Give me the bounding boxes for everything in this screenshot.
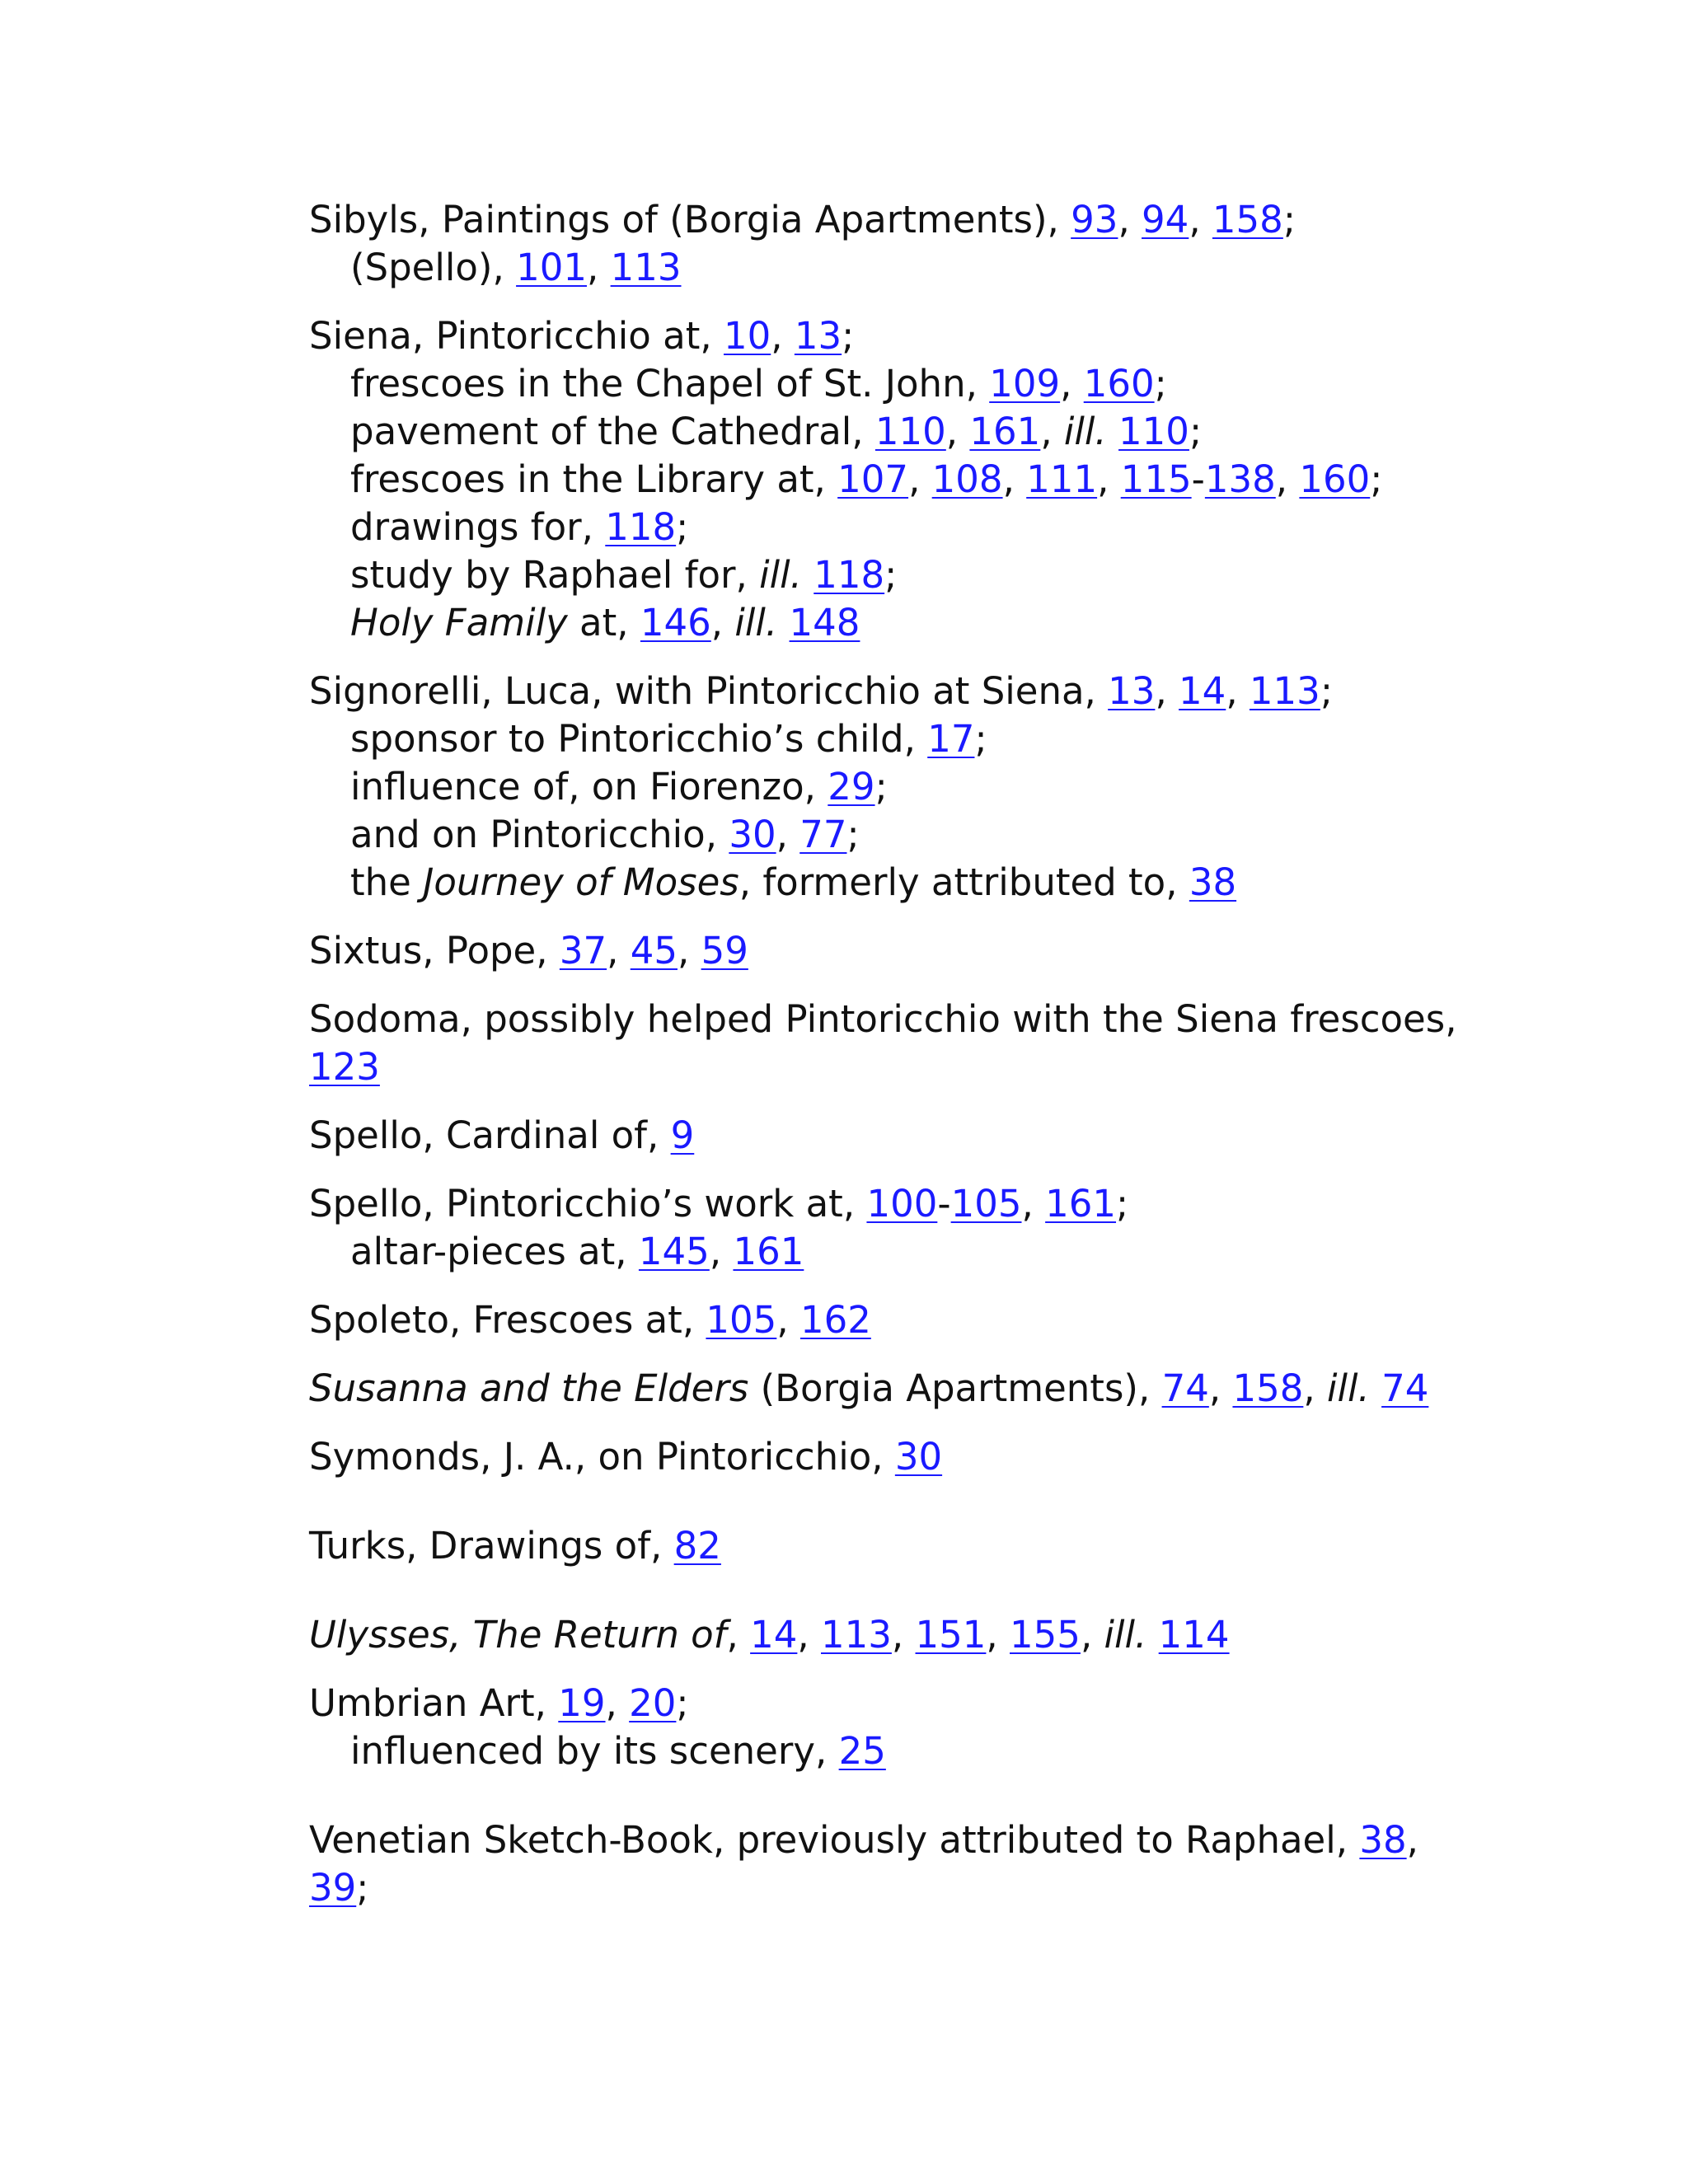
entry-text: at, — [567, 601, 640, 644]
page-link[interactable]: 158 — [1212, 198, 1283, 241]
page-link[interactable]: 145 — [638, 1230, 710, 1273]
entry-text: , — [710, 601, 735, 644]
entry-text: , — [776, 1298, 800, 1342]
page-link[interactable]: 111 — [1026, 457, 1098, 501]
page-link[interactable]: 160 — [1083, 362, 1155, 405]
entry-text: , formerly attributed to, — [738, 860, 1189, 904]
entry-heading-line — [309, 1433, 1463, 1481]
page-link[interactable]: 115 — [1120, 457, 1192, 501]
entry-text: , — [771, 314, 795, 358]
page-link[interactable]: 20 — [629, 1681, 677, 1725]
entry-subentry-line — [309, 408, 1463, 456]
entry-text: Symonds, J. A., on Pintoricchio, — [309, 1435, 895, 1479]
page-link[interactable]: 29 — [828, 765, 875, 808]
page-link[interactable]: 162 — [799, 1298, 871, 1342]
page-link[interactable]: 113 — [610, 246, 682, 289]
entry-text: Umbrian Art, — [309, 1681, 559, 1725]
entry-text: and on Pintoricchio, — [350, 813, 729, 856]
entry-text: , — [776, 813, 800, 856]
entry-text: , — [605, 1681, 630, 1725]
page-link[interactable]: 113 — [821, 1613, 892, 1657]
page-link[interactable]: 13 — [794, 314, 842, 358]
entry-text: ; — [676, 505, 689, 549]
page-link[interactable]: 74 — [1381, 1366, 1429, 1410]
italic-text: ill. — [1326, 1366, 1370, 1410]
entry-heading-line — [309, 1296, 1463, 1344]
entry-heading-line — [309, 196, 1463, 244]
entry-text: Turks, Drawings of, — [309, 1524, 674, 1568]
page-link[interactable]: 108 — [931, 457, 1003, 501]
entry-text: - — [1191, 457, 1205, 501]
entry-text: Spello, Cardinal of, — [309, 1113, 671, 1157]
entry-subentry-line — [309, 504, 1463, 551]
entry-text: , — [1275, 457, 1300, 501]
entry-text: (Spello), — [350, 246, 517, 289]
entry-subentry-line — [309, 360, 1463, 408]
page-link[interactable]: 30 — [729, 813, 776, 856]
italic-text: Ulysses, The Return of — [309, 1613, 727, 1657]
index-entry — [309, 1522, 1463, 1570]
index-entry — [309, 927, 1463, 975]
page-link[interactable]: 25 — [838, 1729, 886, 1773]
entry-subentry-line — [309, 859, 1463, 907]
entry-subentry-line — [309, 1727, 1463, 1775]
index-entry — [309, 1611, 1463, 1659]
index-entry — [309, 196, 1463, 292]
entry-text: ; — [842, 314, 855, 358]
entry-heading-line — [309, 1611, 1463, 1659]
entry-subentry-line — [309, 244, 1463, 292]
page-link[interactable]: 105 — [706, 1298, 777, 1342]
italic-text: Holy Family — [350, 601, 568, 644]
entry-text — [1107, 410, 1118, 453]
entry-text: ; — [1116, 1182, 1129, 1226]
entry-text: (Borgia Apartments), — [748, 1366, 1162, 1410]
entry-text: , — [986, 1613, 1010, 1657]
entry-text: , — [1040, 410, 1064, 453]
index-entry — [309, 1365, 1463, 1413]
page-link[interactable]: 94 — [1142, 198, 1189, 241]
page-link[interactable]: 146 — [640, 601, 711, 644]
entry-subentry-line — [309, 1228, 1463, 1276]
entry-text: , — [677, 929, 701, 972]
entry-text: ; — [1370, 457, 1383, 501]
entry-text: , — [797, 1613, 821, 1657]
entry-heading-line — [309, 1180, 1463, 1228]
entry-subentry-line — [309, 456, 1463, 504]
index-entry — [309, 312, 1463, 647]
entry-text: influence of, on Fiorenzo, — [350, 765, 828, 808]
entry-heading-line — [309, 996, 1463, 1091]
entry-text: , — [1002, 457, 1027, 501]
entry-heading-line — [309, 1522, 1463, 1570]
entry-text: , — [1155, 669, 1179, 713]
page-link[interactable]: 161 — [969, 410, 1041, 453]
entry-text: , — [1097, 457, 1121, 501]
entry-subentry-line — [309, 715, 1463, 763]
entry-text: , — [726, 1613, 751, 1657]
italic-text: Susanna and the Elders — [309, 1366, 749, 1410]
italic-text: ill. — [759, 553, 802, 597]
page-link[interactable]: 9 — [670, 1113, 695, 1157]
italic-text: Journey of Moses — [423, 860, 739, 904]
page-link[interactable]: 107 — [837, 457, 909, 501]
entry-heading-line — [309, 1680, 1463, 1727]
entry-text: , — [1406, 1818, 1418, 1862]
page-link[interactable]: 100 — [866, 1182, 938, 1226]
entry-text: influenced by its scenery, — [350, 1729, 839, 1773]
entry-text: , — [607, 929, 631, 972]
entry-text: , — [1226, 669, 1250, 713]
page-link[interactable]: 45 — [630, 929, 678, 972]
entry-text: ; — [874, 765, 888, 808]
page-link[interactable]: 160 — [1299, 457, 1371, 501]
index-entry — [309, 1180, 1463, 1276]
entry-text: , — [586, 246, 611, 289]
entry-text: , — [1060, 362, 1084, 405]
page-link[interactable]: 13 — [1108, 669, 1156, 713]
page-link[interactable]: 38 — [1359, 1818, 1407, 1862]
entry-heading-line — [309, 668, 1463, 715]
italic-text: ill. — [734, 601, 778, 644]
page-link[interactable]: 59 — [701, 929, 748, 972]
page-link[interactable]: 118 — [605, 505, 677, 549]
page-link[interactable]: 77 — [799, 813, 847, 856]
entry-text: Sibyls, Paintings of (Borgia Apartments), — [309, 198, 1071, 241]
entry-subentry-line — [309, 599, 1463, 647]
entry-text: , — [1303, 1366, 1327, 1410]
entry-text: Spello, Pintoricchio’s work at, — [309, 1182, 867, 1226]
entry-text — [1146, 1613, 1158, 1657]
page-link[interactable]: 14 — [1179, 669, 1226, 713]
entry-subentry-line — [309, 763, 1463, 811]
entry-text: , — [709, 1230, 734, 1273]
entry-text: , — [945, 410, 970, 453]
page-link[interactable]: 110 — [1118, 410, 1189, 453]
page-link[interactable]: 17 — [927, 717, 975, 761]
entry-heading-line — [309, 927, 1463, 975]
page-link[interactable]: 113 — [1249, 669, 1320, 713]
entry-heading-line — [309, 1365, 1463, 1413]
entry-text: study by Raphael for, — [350, 553, 760, 597]
entry-text: ; — [356, 1866, 369, 1910]
page-link[interactable]: 155 — [1010, 1613, 1081, 1657]
entry-text: - — [937, 1182, 951, 1226]
entry-text: ; — [884, 553, 898, 597]
entry-text: the — [350, 860, 424, 904]
entry-text: ; — [1320, 669, 1333, 713]
page-link[interactable]: 109 — [989, 362, 1061, 405]
index-page — [309, 196, 1463, 1933]
entry-text: , — [1080, 1613, 1104, 1657]
page-link[interactable]: 101 — [516, 246, 587, 289]
index-entry — [309, 1433, 1463, 1481]
index-entry — [309, 1112, 1463, 1160]
page-link[interactable]: 105 — [950, 1182, 1022, 1226]
entry-text: Venetian Sketch-Book, previously attributed to Raphael, — [309, 1818, 1360, 1862]
page-link[interactable]: 123 — [309, 1045, 380, 1089]
entry-text: , — [1189, 198, 1212, 241]
entry-text: drawings for, — [350, 505, 606, 549]
page-link[interactable]: 82 — [673, 1524, 721, 1568]
page-link[interactable]: 138 — [1204, 457, 1276, 501]
page-link[interactable]: 151 — [915, 1613, 987, 1657]
entry-heading-line — [309, 1816, 1463, 1912]
page-link[interactable]: 110 — [874, 410, 946, 453]
entry-heading-line — [309, 312, 1463, 360]
index-entry — [309, 996, 1463, 1091]
page-link[interactable]: 93 — [1071, 198, 1118, 241]
entry-text: frescoes in the Chapel of St. John, — [350, 362, 990, 405]
page-link[interactable]: 10 — [723, 314, 771, 358]
entry-subentry-line — [309, 551, 1463, 599]
entry-text: ; — [846, 813, 860, 856]
entry-text: Spoleto, Frescoes at, — [309, 1298, 706, 1342]
entry-text: ; — [1282, 198, 1296, 241]
index-entry — [309, 1680, 1463, 1775]
page-link[interactable]: 114 — [1158, 1613, 1230, 1657]
entry-text: Sixtus, Pope, — [309, 929, 560, 972]
entry-text: ; — [676, 1681, 689, 1725]
index-entry — [309, 1816, 1463, 1912]
entry-text: altar-pieces at, — [350, 1230, 639, 1273]
entry-text: pavement of the Cathedral, — [350, 410, 875, 453]
page-link[interactable]: 161 — [733, 1230, 804, 1273]
entry-text: , — [1021, 1182, 1046, 1226]
entry-text: Signorelli, Luca, with Pintoricchio at Siena, — [309, 669, 1109, 713]
entry-text — [1370, 1366, 1381, 1410]
entry-text: sponsor to Pintoricchio’s child, — [350, 717, 928, 761]
entry-text: ; — [1189, 410, 1203, 453]
entry-text: Siena, Pintoricchio at, — [309, 314, 724, 358]
page-link[interactable]: 158 — [1232, 1366, 1304, 1410]
page-link[interactable]: 19 — [558, 1681, 606, 1725]
page-link[interactable]: 148 — [789, 601, 860, 644]
entry-text — [802, 553, 814, 597]
entry-text: , — [908, 457, 932, 501]
entry-text: , — [1208, 1366, 1233, 1410]
page-link[interactable]: 38 — [1189, 860, 1237, 904]
entry-heading-line — [309, 1112, 1463, 1160]
page-link[interactable]: 39 — [309, 1866, 357, 1910]
entry-text — [777, 601, 789, 644]
index-entry — [309, 1296, 1463, 1344]
page-link[interactable]: 161 — [1045, 1182, 1117, 1226]
italic-text: ill. — [1063, 410, 1107, 453]
entry-text: ; — [1154, 362, 1167, 405]
entry-text: , — [1118, 198, 1142, 241]
page-link[interactable]: 118 — [814, 553, 885, 597]
page-link[interactable]: 30 — [894, 1435, 943, 1479]
entry-text: , — [891, 1613, 916, 1657]
entry-text: ; — [974, 717, 987, 761]
page-link[interactable]: 14 — [750, 1613, 798, 1657]
italic-text: ill. — [1104, 1613, 1147, 1657]
entry-subentry-line — [309, 811, 1463, 859]
index-entry — [309, 668, 1463, 907]
page-link[interactable]: 74 — [1161, 1366, 1209, 1410]
entry-text: Sodoma, possibly helped Pintoricchio with the Siena frescoes, — [309, 997, 1457, 1041]
entry-text: frescoes in the Library at, — [350, 457, 838, 501]
page-link[interactable]: 37 — [559, 929, 607, 972]
